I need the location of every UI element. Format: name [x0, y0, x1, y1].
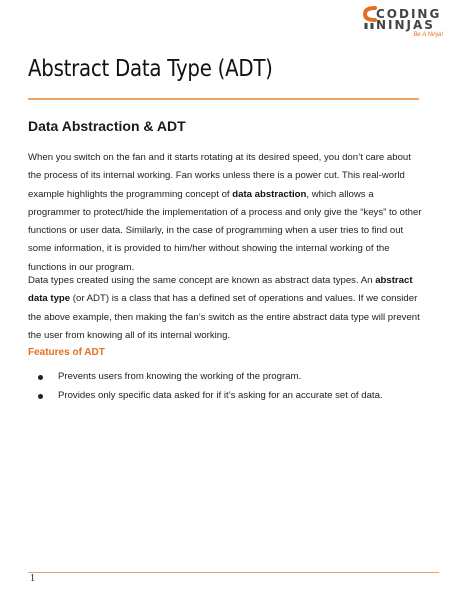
bullet-icon [38, 394, 43, 399]
page-title: Abstract Data Type (ADT) [28, 56, 273, 82]
list-item [28, 368, 428, 386]
logo-tagline: Be A Ninja! [413, 32, 443, 38]
paragraph-text: , which allows a programmer to protect/hide the implementation of a process and only give the “keys” to other functions or user data. Similarly, in the case of programming when a user tries to find out some information, it is provided to him/her without showing the internal working of the functions in our program. [28, 188, 422, 273]
list-item-text: Provides only specific data asked for if it’s asking for an accurate set of data. [58, 390, 383, 401]
paragraph-text: (or ADT) is a class that has a defined set of operations and values. If we consider the above example, then making the fan’s switch as the entire abstract data type will prevent the user from knowing all of its internal working. [28, 293, 420, 341]
features-list [28, 368, 428, 406]
bold-term-abstract-data-type: abstract data type [28, 275, 413, 305]
logo-mark-icon [363, 4, 377, 30]
bullet-icon [38, 375, 43, 380]
section-heading: Data Abstraction & ADT [28, 118, 186, 134]
features-heading: Features of ADT [28, 347, 105, 358]
logo-word-ninjas: NINJAS [376, 18, 435, 32]
coding-ninjas-logo [363, 4, 443, 40]
title-divider [28, 98, 419, 100]
paragraph-abstract-data-type [28, 272, 423, 345]
paragraph-text: When you switch on the fan and it starts rotating at its desired speed, you don’t care about the process of its internal working. Fan works unless there is a power cut. This real-world example highlights the programming concept of [28, 152, 411, 200]
paragraph-text: Data types created using the same concept are known as abstract data types. An [28, 275, 376, 286]
list-item [28, 387, 428, 405]
logo-word-coding: CODING [376, 7, 442, 21]
paragraph-data-abstraction [28, 149, 423, 277]
page-number: 1 [30, 573, 35, 584]
footer-divider [28, 572, 439, 573]
list-item-text: Prevents users from knowing the working of the program. [58, 371, 302, 382]
bold-term-data-abstraction: data abstraction [232, 188, 307, 200]
